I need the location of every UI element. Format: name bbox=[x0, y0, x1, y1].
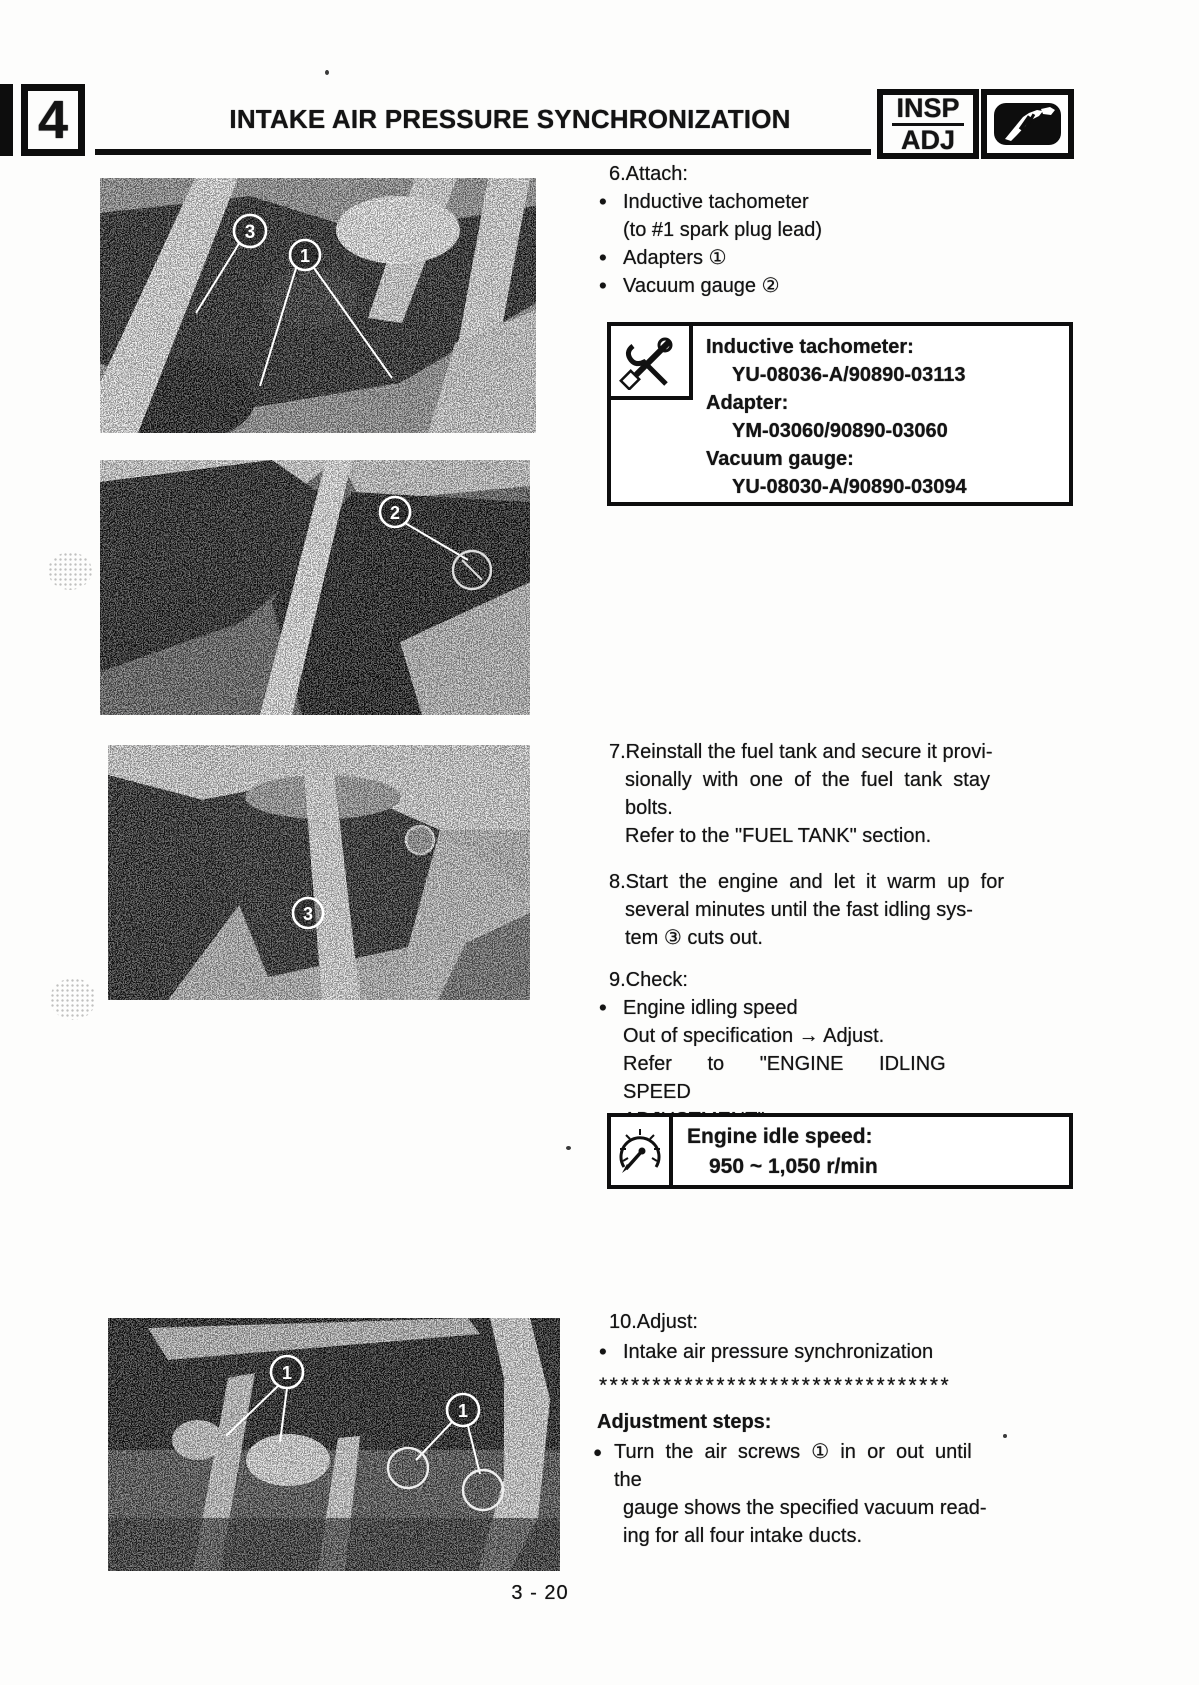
step-9-heading: 9.Check: bbox=[609, 969, 688, 991]
scan-speck bbox=[566, 1146, 571, 1150]
adjustment-step-line-2: gauge shows the specified vacuum read- bbox=[623, 1497, 987, 1519]
step-6-item-3: • Vacuum gauge ② bbox=[597, 272, 1009, 300]
tachometer-gauge-icon bbox=[611, 1117, 673, 1185]
adjustment-steps-heading: Adjustment steps: bbox=[597, 1411, 772, 1433]
tool-row-1-value: YU-08036-A/90890-03113 bbox=[732, 364, 966, 386]
photo4-callout-1b: 1 bbox=[457, 1401, 469, 1421]
special-tool-icon bbox=[611, 326, 693, 400]
page-edge-strip bbox=[0, 84, 13, 156]
step-7-line-4: Refer to the "FUEL TANK" section. bbox=[625, 825, 932, 847]
photo-carburetors bbox=[108, 1318, 560, 1571]
photo4-callout-1a: 1 bbox=[281, 1363, 293, 1383]
tool-row-1-label: Inductive tachometer: bbox=[706, 336, 914, 358]
badge-adj-label: ADJ bbox=[900, 124, 955, 155]
scan-speck bbox=[1003, 1434, 1007, 1438]
title-underline bbox=[95, 149, 871, 155]
step-6 bbox=[597, 160, 1009, 300]
tool-row-3-label: Vacuum gauge: bbox=[706, 448, 854, 470]
step-9-item: • Engine idling speed bbox=[597, 994, 1009, 1022]
step-8 bbox=[597, 868, 1009, 952]
step-9-line-2: Refer to "ENGINE IDLING SPEED bbox=[623, 1053, 946, 1103]
step-10 bbox=[597, 1308, 1009, 1550]
tool-row-3-value: YU-08030-A/90890-03094 bbox=[732, 476, 967, 498]
step-7-line-1: 7.Reinstall the fuel tank and secure it provi- bbox=[609, 741, 993, 763]
photo1-callout-3: 3 bbox=[244, 222, 256, 243]
idle-speed-label: Engine idle speed: bbox=[687, 1125, 873, 1148]
step-7-line-3: bolts. bbox=[625, 797, 673, 819]
scan-speck bbox=[325, 70, 329, 75]
step-6-heading: 6.Attach: bbox=[609, 163, 688, 185]
step-8-line-3: tem ③ cuts out. bbox=[625, 927, 763, 949]
tool-row-2-label: Adapter: bbox=[706, 392, 789, 414]
idle-speed-value: 950 ~ 1,050 r/min bbox=[709, 1155, 878, 1178]
scan-smudge bbox=[50, 978, 96, 1020]
adjustment-step-line-3: ing for all four intake ducts. bbox=[623, 1525, 863, 1547]
photo2-callout-2: 2 bbox=[389, 503, 401, 523]
step-6-item-1: • Inductive tachometer bbox=[597, 188, 1009, 216]
photo3-callout-3: 3 bbox=[302, 904, 314, 924]
asterisk-divider: ********************************* bbox=[599, 1374, 952, 1397]
step-6-item-2: • Adapters ① bbox=[597, 244, 1009, 272]
idle-speed-box bbox=[607, 1113, 1073, 1189]
step-6-item-1-sub: (to #1 spark plug lead) bbox=[623, 219, 823, 241]
special-tools-box bbox=[607, 322, 1073, 506]
page-title: INTAKE AIR PRESSURE SYNCHRONIZATION bbox=[229, 104, 791, 134]
scan-smudge bbox=[48, 552, 92, 590]
step-8-line-2: several minutes until the fast idling sys- bbox=[625, 899, 973, 921]
page-number: 3 - 20 bbox=[511, 1582, 569, 1604]
step-8-line-1: 8.Start the engine and let it warm up for bbox=[609, 871, 1004, 893]
step-7 bbox=[597, 738, 1009, 850]
tool-row-2-value: YM-03060/90890-03060 bbox=[732, 420, 948, 442]
step-7-line-2: sionally with one of the fuel tank stay bbox=[625, 769, 990, 791]
chapter-number-box bbox=[21, 84, 85, 156]
chapter-number: 4 bbox=[37, 90, 69, 150]
photo-fuel-tank bbox=[108, 745, 530, 1000]
photo-vacuum-gauge bbox=[100, 460, 530, 715]
step-10-heading: 10.Adjust: bbox=[609, 1311, 698, 1333]
badge-insp-label: INSP bbox=[892, 94, 963, 126]
insp-adj-badge bbox=[877, 89, 979, 159]
hand-wrench-icon bbox=[981, 89, 1074, 159]
adjustment-step-line-1: ● Turn the air screws ① in or out until the bbox=[597, 1438, 1009, 1494]
step-10-item: • Intake air pressure synchronization bbox=[597, 1338, 1009, 1366]
step-9 bbox=[597, 966, 1009, 1134]
step-9-line-1: Out of specification → Adjust. bbox=[623, 1025, 885, 1047]
photo1-callout-1: 1 bbox=[299, 246, 311, 266]
photo-engine-bay bbox=[100, 178, 536, 433]
